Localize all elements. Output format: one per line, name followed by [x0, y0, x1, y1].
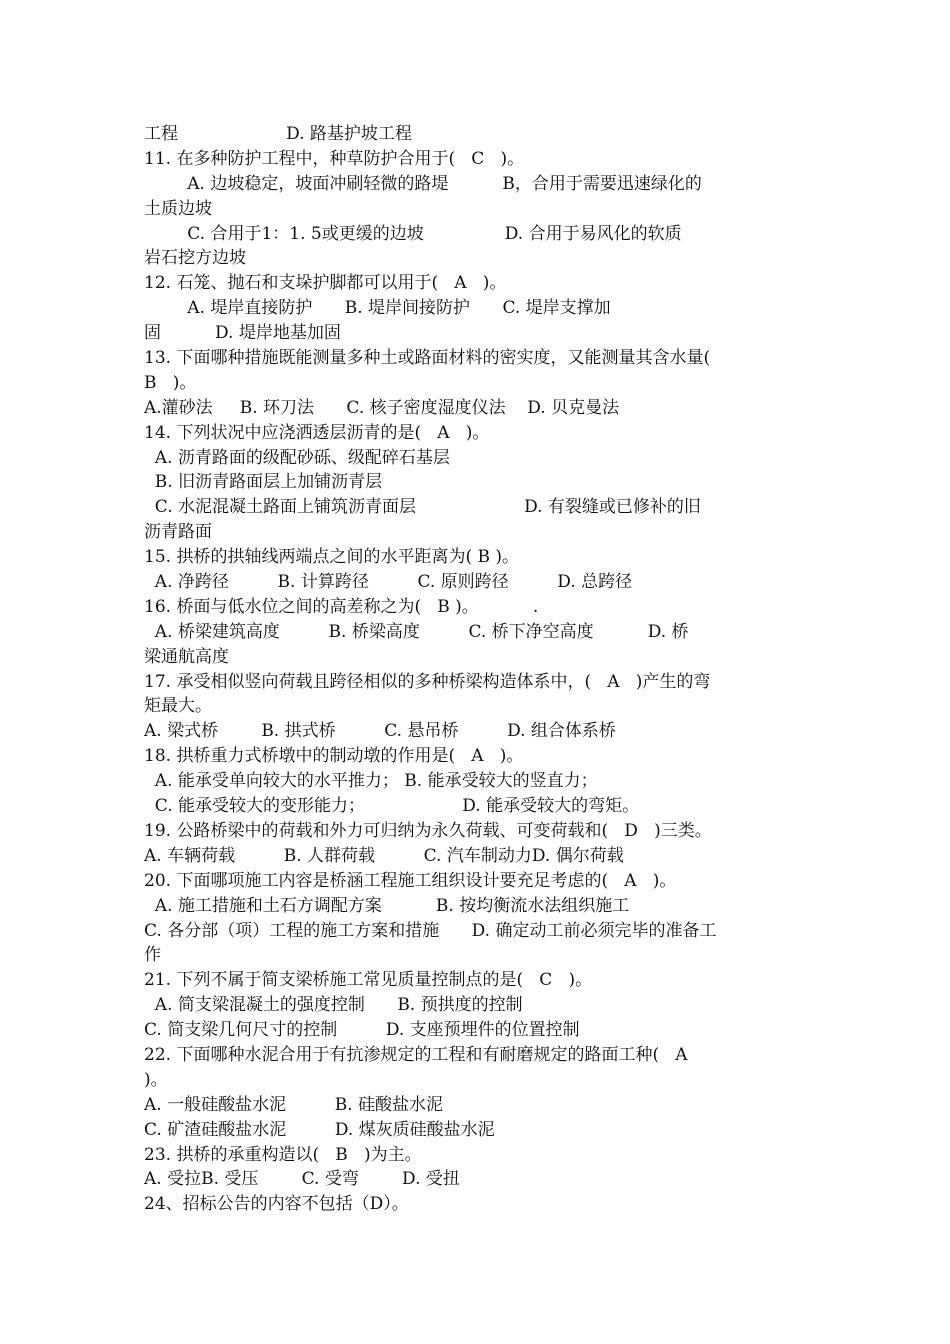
- question-22: 22. 下面哪种水泥合用于有抗渗规定的工程和有耐磨规定的路面工种( A: [144, 1044, 688, 1065]
- question-23: 23. 拱桥的承重构造以( B )为主。: [144, 1144, 422, 1165]
- question-18-options-ab: A. 能承受单向较大的水平推力； B. 能承受较大的竖直力；: [144, 771, 598, 792]
- question-21: 21. 下列不属于简支梁桥施工常见质量控制点的是( C )。: [144, 970, 593, 991]
- text-line: 矩最大。: [144, 696, 212, 717]
- question-17: 17. 承受相似竖向荷载且跨径相似的多种桥梁构造体系中，( A )产生的弯: [144, 671, 711, 692]
- question-11-options: A. 边坡稳定，坡面冲刷轻微的路堤 B，合用于需要迅速绿化的: [144, 173, 702, 194]
- question-19: 19. 公路桥梁中的荷载和外力可归纳为永久荷载、可变荷载和( D )三类。: [144, 820, 712, 841]
- question-14-option-a: A. 沥青路面的级配砂砾、级配碎石基层: [144, 447, 450, 468]
- text-line: )。: [144, 1069, 168, 1090]
- text-line: 梁通航高度: [144, 646, 229, 667]
- question-17-options: A. 梁式桥 B. 拱式桥 C. 悬吊桥 D. 组合体系桥: [144, 721, 616, 742]
- question-15: 15. 拱桥的拱轴线两端点之间的水平距离为( B )。: [144, 547, 520, 568]
- question-14-option-b: B. 旧沥青路面层上加铺沥青层: [144, 472, 383, 493]
- question-21-options-cd: C. 简支梁几何尺寸的控制 D. 支座预埋件的位置控制: [144, 1020, 580, 1041]
- text-line: 固 D. 堤岸地基加固: [144, 323, 341, 344]
- text-line: 岩石挖方边坡: [144, 248, 246, 269]
- question-11-options: C. 合用于1：1. 5或更缓的边坡 D. 合用于易风化的软质: [144, 223, 682, 244]
- question-24: 24、招标公告的内容不包括（D）。: [144, 1194, 409, 1215]
- question-18: 18. 拱桥重力式桥墩中的制动墩的作用是( A )。: [144, 746, 524, 767]
- text-line: 作: [144, 945, 161, 966]
- question-21-options-ab: A. 简支梁混凝土的强度控制 B. 预拱度的控制: [144, 995, 523, 1016]
- question-16-options: A. 桥梁建筑高度 B. 桥梁高度 C. 桥下净空高度 D. 桥: [144, 621, 689, 642]
- question-20-options-cd: C. 各分部（项）工程的施工方案和措施 D. 确定动工前必须完毕的准备工: [144, 920, 717, 941]
- question-22-options-cd: C. 矿渣硅酸盐水泥 D. 煤灰质硅酸盐水泥: [144, 1119, 495, 1140]
- question-19-options: A. 车辆荷载 B. 人群荷载 C. 汽车制动力D. 偶尔荷载: [144, 845, 624, 866]
- text-line: B )。: [144, 372, 197, 393]
- question-22-options-ab: A. 一般硅酸盐水泥 B. 硅酸盐水泥: [144, 1094, 444, 1115]
- question-12-options: A. 堤岸直接防护 B. 堤岸间接防护 C. 堤岸支撑加: [144, 298, 611, 319]
- question-11: 11. 在多种防护工程中，种草防护合用于( C )。: [144, 148, 525, 169]
- question-23-options: A. 受拉B. 受压 C. 受弯 D. 受扭: [144, 1169, 460, 1190]
- text-line: 工程 D. 路基护坡工程: [144, 124, 412, 144]
- question-13-options: A.灌砂法 B. 环刀法 C. 核子密度湿度仪法 D. 贝克曼法: [144, 397, 620, 418]
- document-page: [144, 122, 814, 1217]
- question-16: 16. 桥面与低水位之间的高差称之为( B )。 .: [144, 596, 539, 617]
- question-20-options-ab: A. 施工措施和土石方调配方案 B. 按均衡流水法组织施工: [144, 895, 630, 916]
- question-15-options: A. 净跨径 B. 计算跨径 C. 原则跨径 D. 总跨径: [144, 572, 633, 593]
- text-line: 土质边坡: [144, 198, 212, 219]
- text-line: 沥青路面: [144, 522, 212, 543]
- question-18-options-cd: C. 能承受较大的变形能力； D. 能承受较大的弯矩。: [144, 796, 640, 817]
- question-12: 12. 石笼、抛石和支垛护脚都可以用于( A )。: [144, 273, 507, 294]
- question-14: 14. 下列状况中应浇洒透层沥青的是( A )。: [144, 422, 490, 443]
- question-13: 13. 下面哪种措施既能测量多种土或路面材料的密实度，又能测量其含水量(: [144, 348, 711, 369]
- question-20: 20. 下面哪项施工内容是桥涵工程施工组织设计要充足考虑的( A )。: [144, 870, 677, 891]
- question-14-option-cd: C. 水泥混凝土路面上铺筑沥青面层 D. 有裂缝或已修补的旧: [144, 497, 701, 518]
